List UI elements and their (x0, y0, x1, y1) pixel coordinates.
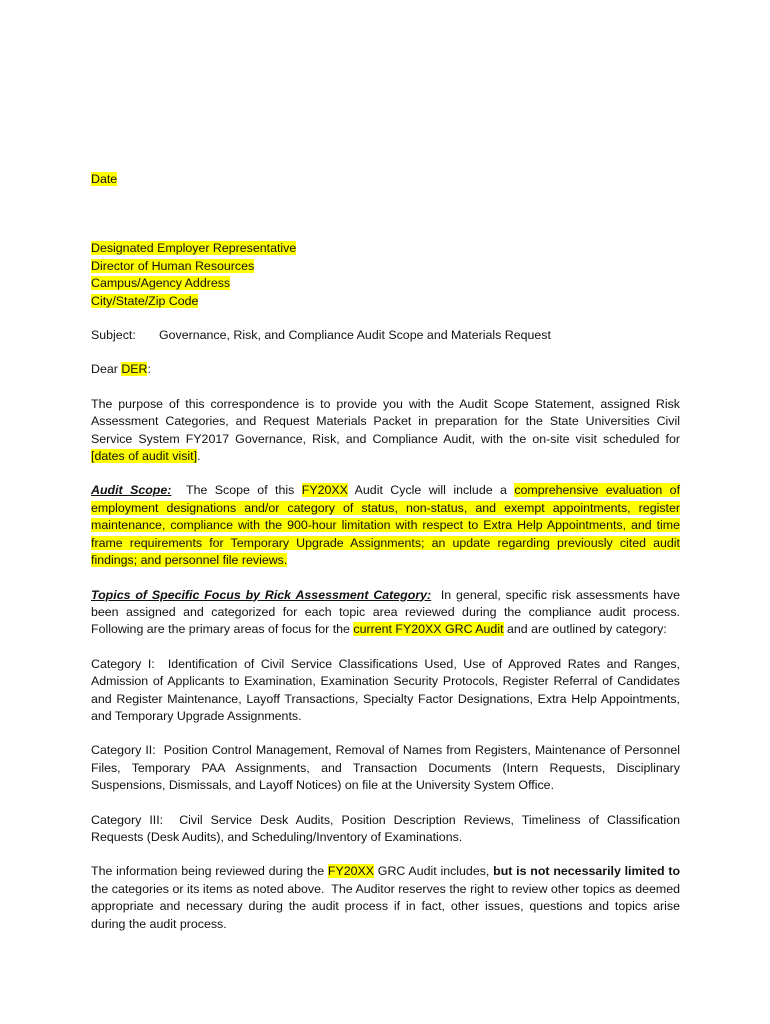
topics-paragraph (91, 587, 687, 639)
topics-text-2: and are outlined by category: (503, 622, 667, 637)
audit-scope-heading: Audit Scope: (91, 483, 172, 498)
salutation-name: DER (121, 362, 148, 377)
address-line-1: Designated Employer Representative (91, 241, 297, 256)
closing-paragraph (91, 863, 684, 933)
recipient-address (91, 240, 680, 310)
audit-scope-fy: FY20XX (301, 483, 348, 498)
audit-scope-paragraph (91, 482, 680, 569)
audit-scope-text-2: Audit Cycle will include a (347, 483, 515, 498)
audit-scope-text-1: The Scope of this (171, 483, 302, 498)
subject-label: Subject: (91, 328, 136, 343)
address-line-3: Campus/Agency Address (91, 276, 231, 291)
purpose-end: . (197, 449, 201, 464)
category-2-paragraph: Category II: Position Control Management, Removal of Names from Registers, Maintenance of Personnel Files, Temporary PAA Assignments, and Transaction Documents (Intern Requests, Disciplinary Suspensions, Dismissals, and Layoff Notices) on file at the University System Office. (91, 743, 684, 793)
salutation-suffix: : (147, 362, 151, 377)
audit-scope-highlight: comprehensive evaluation of employment designations and/or category of status, non-status, and exempt appointments, register maintenance, compliance with the 900-hour limitation with respect to Extra Help Appointments, and time frame requirements for Temporary Upgrade Assignments; an update regarding previously cited audit findings; and personnel file reviews. (91, 483, 681, 568)
date-placeholder: Date (91, 172, 118, 186)
subject-text: Governance, Risk, and Compliance Audit Scope and Materials Request (159, 328, 551, 343)
closing-bold: but is not necessarily limited to (493, 864, 681, 879)
address-line-4: City/State/Zip Code (91, 293, 199, 308)
closing-text-2: GRC Audit includes, (374, 864, 494, 879)
purpose-text: The purpose of this correspondence is to provide you with the Audit Scope Statement, assigned Risk Assessment Categories, and Request Materials Packet in preparation for the State Universities Civil Service System FY2017 Governance, Risk, and Compliance Audit, with the on-site visit scheduled for (91, 396, 680, 446)
salutation (91, 361, 680, 378)
category-1-paragraph: Category I: Identification of Civil Service Classifications Used, Use of Approved Rates and Ranges, Admission of Applicants to Examination, Examination Security Protocols, Register Referral of Candidates and Register Maintenance, Layoff Transactions, Specialty Factor Designations, Extra Help Appointments, and Temporary Upgrade Assignments. (91, 656, 684, 723)
topics-heading: Topics of Specific Focus by Rick Assessment Category: (91, 587, 432, 602)
date-line (91, 171, 680, 188)
subject-line (91, 327, 680, 344)
visit-dates-placeholder: [dates of audit visit] (91, 449, 198, 464)
salutation-prefix: Dear (91, 362, 122, 377)
category-3-paragraph: Category III: Civil Service Desk Audits, Position Description Reviews, Timeliness of Classification Requests (Desk Audits), and Scheduling/Inventory of Examinations. (91, 812, 684, 844)
closing-fy: FY20XX (327, 864, 375, 879)
topics-highlight: current FY20XX GRC Audit (353, 622, 504, 637)
letter-body (91, 171, 687, 950)
purpose-paragraph (91, 396, 680, 466)
topics-text-1: In general, specific risk assessments have been assigned and categorized for each topic area reviewed during the compliance audit process. Following are the primary areas of focus for the (91, 587, 687, 637)
address-line-2: Director of Human Resources (91, 258, 255, 273)
closing-text-3: the categories or its items as noted above. The Auditor reserves the right to review other topics as deemed appropriate and necessary during the audit process if in fact, other issues, questions and topics arise during the audit process. (91, 864, 684, 931)
closing-text-1: The information being reviewed during the (91, 864, 328, 879)
